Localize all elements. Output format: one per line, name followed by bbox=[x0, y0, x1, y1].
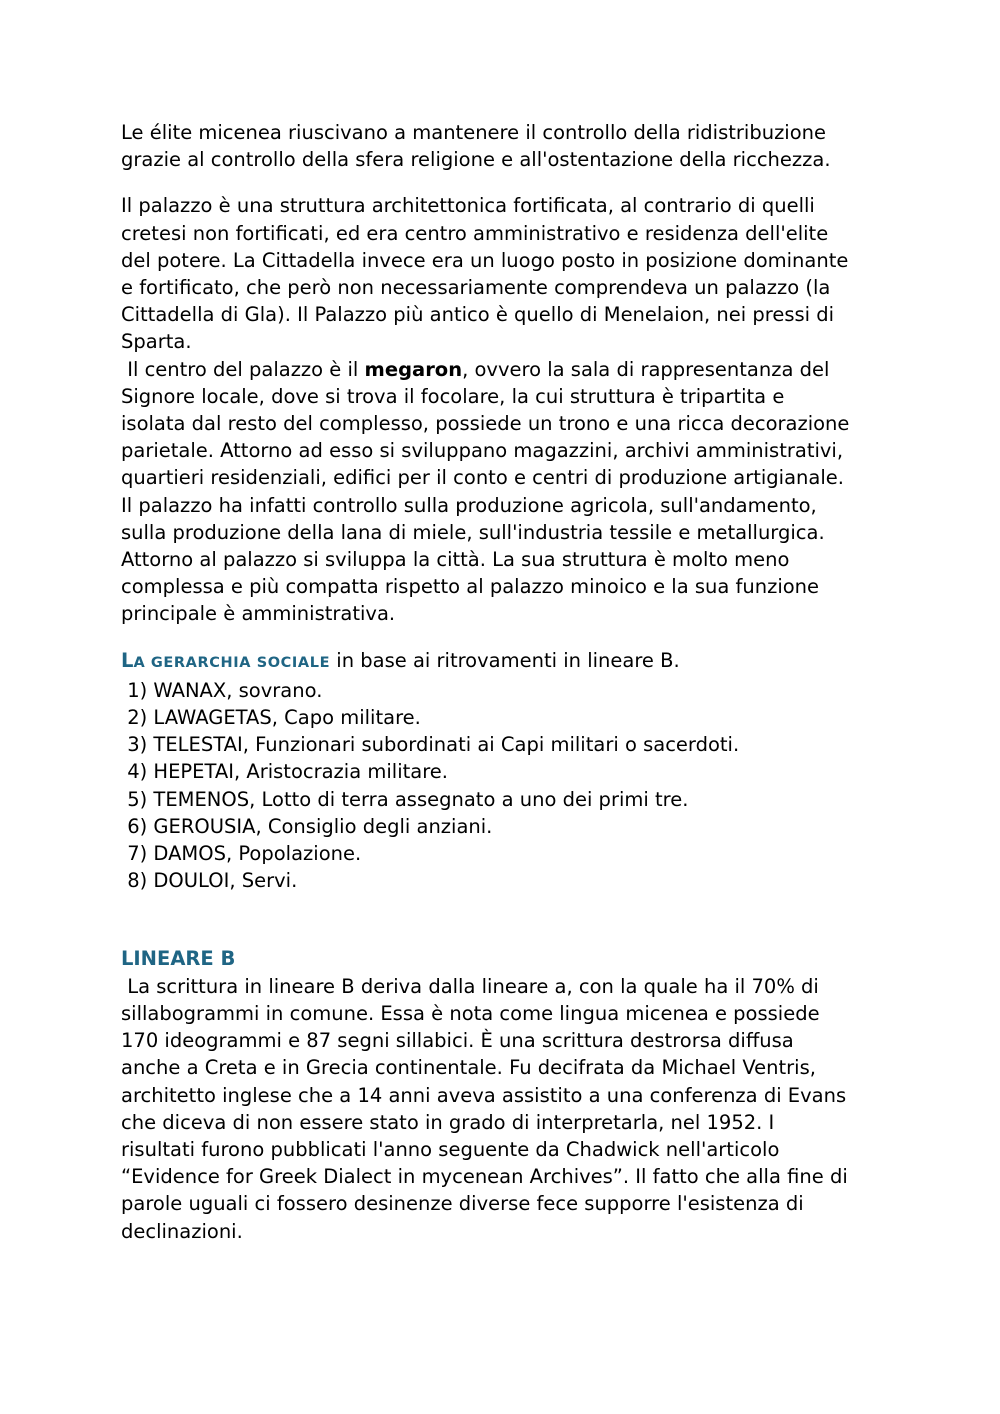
text-fragment: , ovvero la sala di rappresentanza del bbox=[462, 357, 830, 381]
text-line: grazie al controllo della sfera religione e all'ostentazione della ricchezza. bbox=[121, 148, 831, 172]
gerarchia-heading-suffix: in base ai ritrovamenti in lineare B. bbox=[330, 648, 680, 672]
list-item: 2) LAWAGETAS, Capo militare. bbox=[121, 706, 421, 730]
text-line: Le élite micenea riuscivano a mantenere il controllo della ridistribuzione bbox=[121, 121, 827, 144]
text-line: risultati furono pubblicati l'anno seguente da Chadwick nell'articolo bbox=[121, 1137, 780, 1161]
text-line: 170 ideogrammi e 87 segni sillabici. È una scrittura destrorsa diffusa bbox=[121, 1029, 794, 1053]
text-line: Il palazzo è una struttura architettonica fortificata, al contrario di quelli bbox=[121, 194, 815, 218]
section-lineare-b bbox=[121, 945, 900, 1244]
text-line: anche a Creta e in Grecia continentale. Fu decifrata da Michael Ventris, bbox=[121, 1056, 816, 1080]
lineare-b-heading: LINEARE B bbox=[121, 947, 236, 971]
text-line: “Evidence for Greek Dialect in mycenean Archives”. Il fatto che alla fine di bbox=[121, 1165, 848, 1189]
list-item: 5) TEMENOS, Lotto di terra assegnato a uno dei primi tre. bbox=[121, 787, 689, 811]
list-item: 4) HEPETAI, Aristocrazia militare. bbox=[121, 760, 448, 784]
text-line: La scrittura in lineare B deriva dalla lineare a, con la quale ha il 70% di bbox=[121, 974, 819, 998]
paragraph-palazzo bbox=[121, 192, 900, 355]
gerarchia-heading: A GERARCHIA SOCIALE bbox=[133, 654, 331, 671]
list-item: 6) GEROUSIA, Consiglio degli anziani. bbox=[121, 814, 493, 838]
text-line: e fortificato, che però non necessariamente comprendeva un palazzo (la bbox=[121, 276, 831, 300]
list-item: 7) DAMOS, Popolazione. bbox=[121, 842, 362, 866]
list-item: 3) TELESTAI, Funzionari subordinati ai Capi militari o sacerdoti. bbox=[121, 733, 740, 757]
text-line: Cittadella di Gla). Il Palazzo più antico è quello di Menelaion, nei pressi di bbox=[121, 303, 835, 327]
gerarchia-heading-line bbox=[121, 647, 900, 677]
text-line: Attorno al palazzo si sviluppa la città. La sua struttura è molto meno bbox=[121, 548, 790, 572]
text-line: del potere. La Cittadella invece era un luogo posto in posizione dominante bbox=[121, 248, 849, 272]
text-line: sillabogrammi in comune. Essa è nota come lingua micenea e possiede bbox=[121, 1001, 820, 1025]
text-line: cretesi non fortificati, ed era centro amministrativo e residenza dell'elite bbox=[121, 221, 829, 245]
text-line: declinazioni. bbox=[121, 1219, 243, 1243]
text-line: principale è amministrativa. bbox=[121, 602, 396, 626]
term-megaron: megaron bbox=[364, 357, 463, 381]
paragraph-megaron bbox=[121, 356, 900, 628]
text-line: complessa e più compatta rispetto al palazzo minoico e la sua funzione bbox=[121, 575, 820, 599]
list-item: 1) WANAX, sovrano. bbox=[121, 678, 323, 702]
gerarchia-heading-initial: L bbox=[121, 648, 134, 672]
text-line: Il palazzo ha infatti controllo sulla produzione agricola, sull'andamento, bbox=[121, 493, 817, 517]
text-line: parole uguali ci fossero desinenze diverse fece supporre l'esistenza di bbox=[121, 1192, 804, 1216]
text-line: Sparta. bbox=[121, 330, 192, 354]
text-line: che diceva di non essere stato in grado di interpretarla, nel 1952. I bbox=[121, 1110, 775, 1134]
section-gerarchia bbox=[121, 647, 900, 895]
text-line: isolata dal resto del complesso, possiede un trono e una ricca decorazione bbox=[121, 412, 850, 436]
text-line: quartieri residenziali, edifici per il conto e centri di produzione artigianale. bbox=[121, 466, 844, 490]
text-line: parietale. Attorno ad esso si sviluppano magazzini, archivi amministrativi, bbox=[121, 439, 844, 463]
text-line: Signore locale, dove si trova il focolare, la cui struttura è tripartita e bbox=[121, 384, 785, 408]
text-line: sulla produzione della lana di miele, sull'industria tessile e metallurgica. bbox=[121, 520, 825, 544]
text-line bbox=[121, 356, 900, 383]
text-line: architetto inglese che a 14 anni aveva assistito a una conferenza di Evans bbox=[121, 1083, 847, 1107]
text-fragment: Il centro del palazzo è il bbox=[121, 357, 365, 381]
list-item: 8) DOULOI, Servi. bbox=[121, 869, 298, 893]
paragraph-elite bbox=[121, 119, 900, 173]
